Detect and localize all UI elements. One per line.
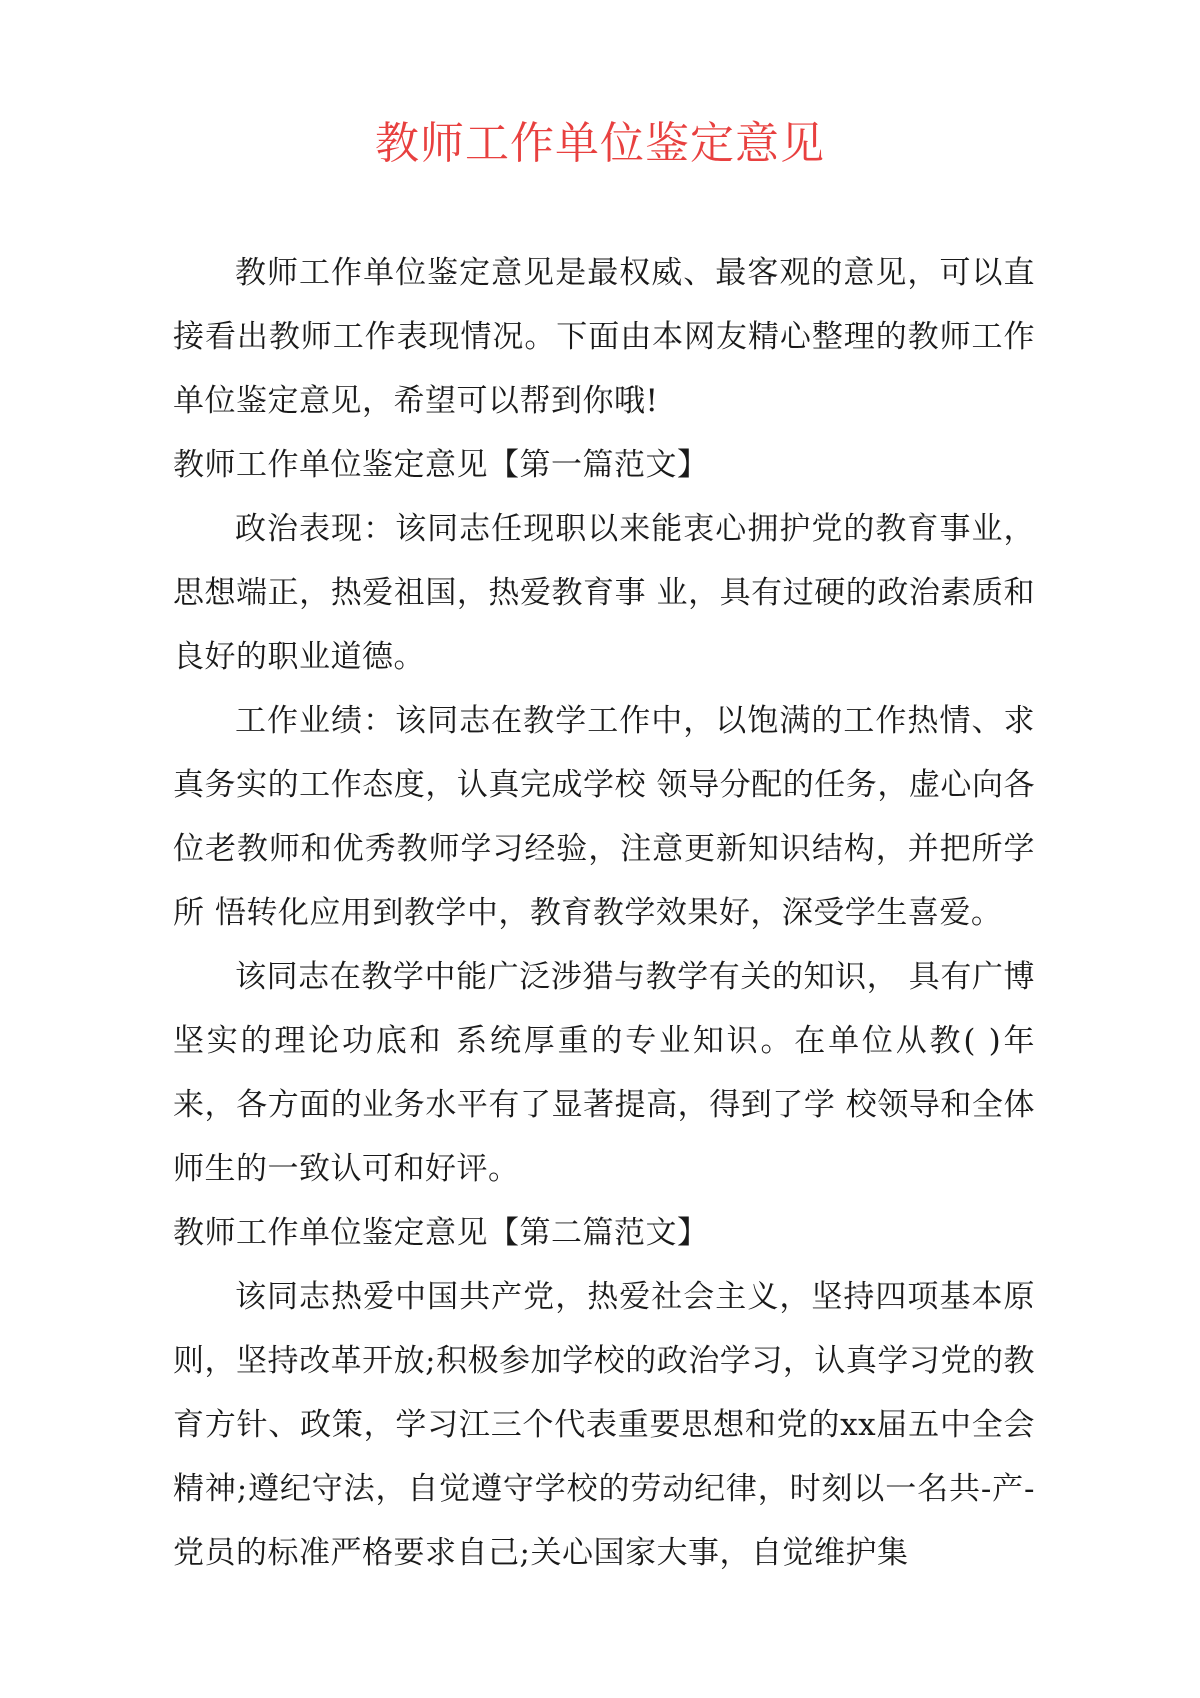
section-heading-1: 教师工作单位鉴定意见【第一篇范文】 <box>173 447 709 483</box>
section-2-paragraph-1: 该同志热爱中国共产党，热爱社会主义，坚持四项基本原则，坚持改革开放;积极参加学校的政治学习，认真学习党的教育方针、政策，学习江三个代表重要思想和党的xx届五中全会精神;遵纪守法，自觉遵守学校的劳动纪律，时刻以一名共-产-党员的标准严格要求自己;关心国家大事，自觉维护集 <box>173 1279 1035 1571</box>
section-1-paragraph-2: 工作业绩：该同志在教学工作中，以饱满的工作热情、求真务实的工作态度，认真完成学校 领导分配的任务，虚心向各位老教师和优秀教师学习经验，注意更新知识结构，并把所学所 悟转化应用到教学中，教育教学效果好，深受学生喜爱。 <box>173 703 1035 931</box>
section-1-paragraph-3: 该同志在教学中能广泛涉猎与教学有关的知识， 具有广博坚实的理论功底和 系统厚重的专业知识。在单位从教( )年来，各方面的业务水平有了显著提高，得到了学 校领导和全体师生的一致认可和好评。 <box>173 959 1035 1187</box>
document-body <box>173 241 1035 1585</box>
section-heading-2: 教师工作单位鉴定意见【第二篇范文】 <box>173 1215 709 1251</box>
document-title: 教师工作单位鉴定意见 <box>375 118 825 169</box>
intro-paragraph: 教师工作单位鉴定意见是最权威、最客观的意见，可以直接看出教师工作表现情况。下面由本网友精心整理的教师工作单位鉴定意见，希望可以帮到你哦! <box>173 255 1035 419</box>
section-1-paragraph-1: 政治表现：该同志任现职以来能衷心拥护党的教育事业，思想端正，热爱祖国，热爱教育事 业，具有过硬的政治素质和良好的职业道德。 <box>173 511 1035 675</box>
